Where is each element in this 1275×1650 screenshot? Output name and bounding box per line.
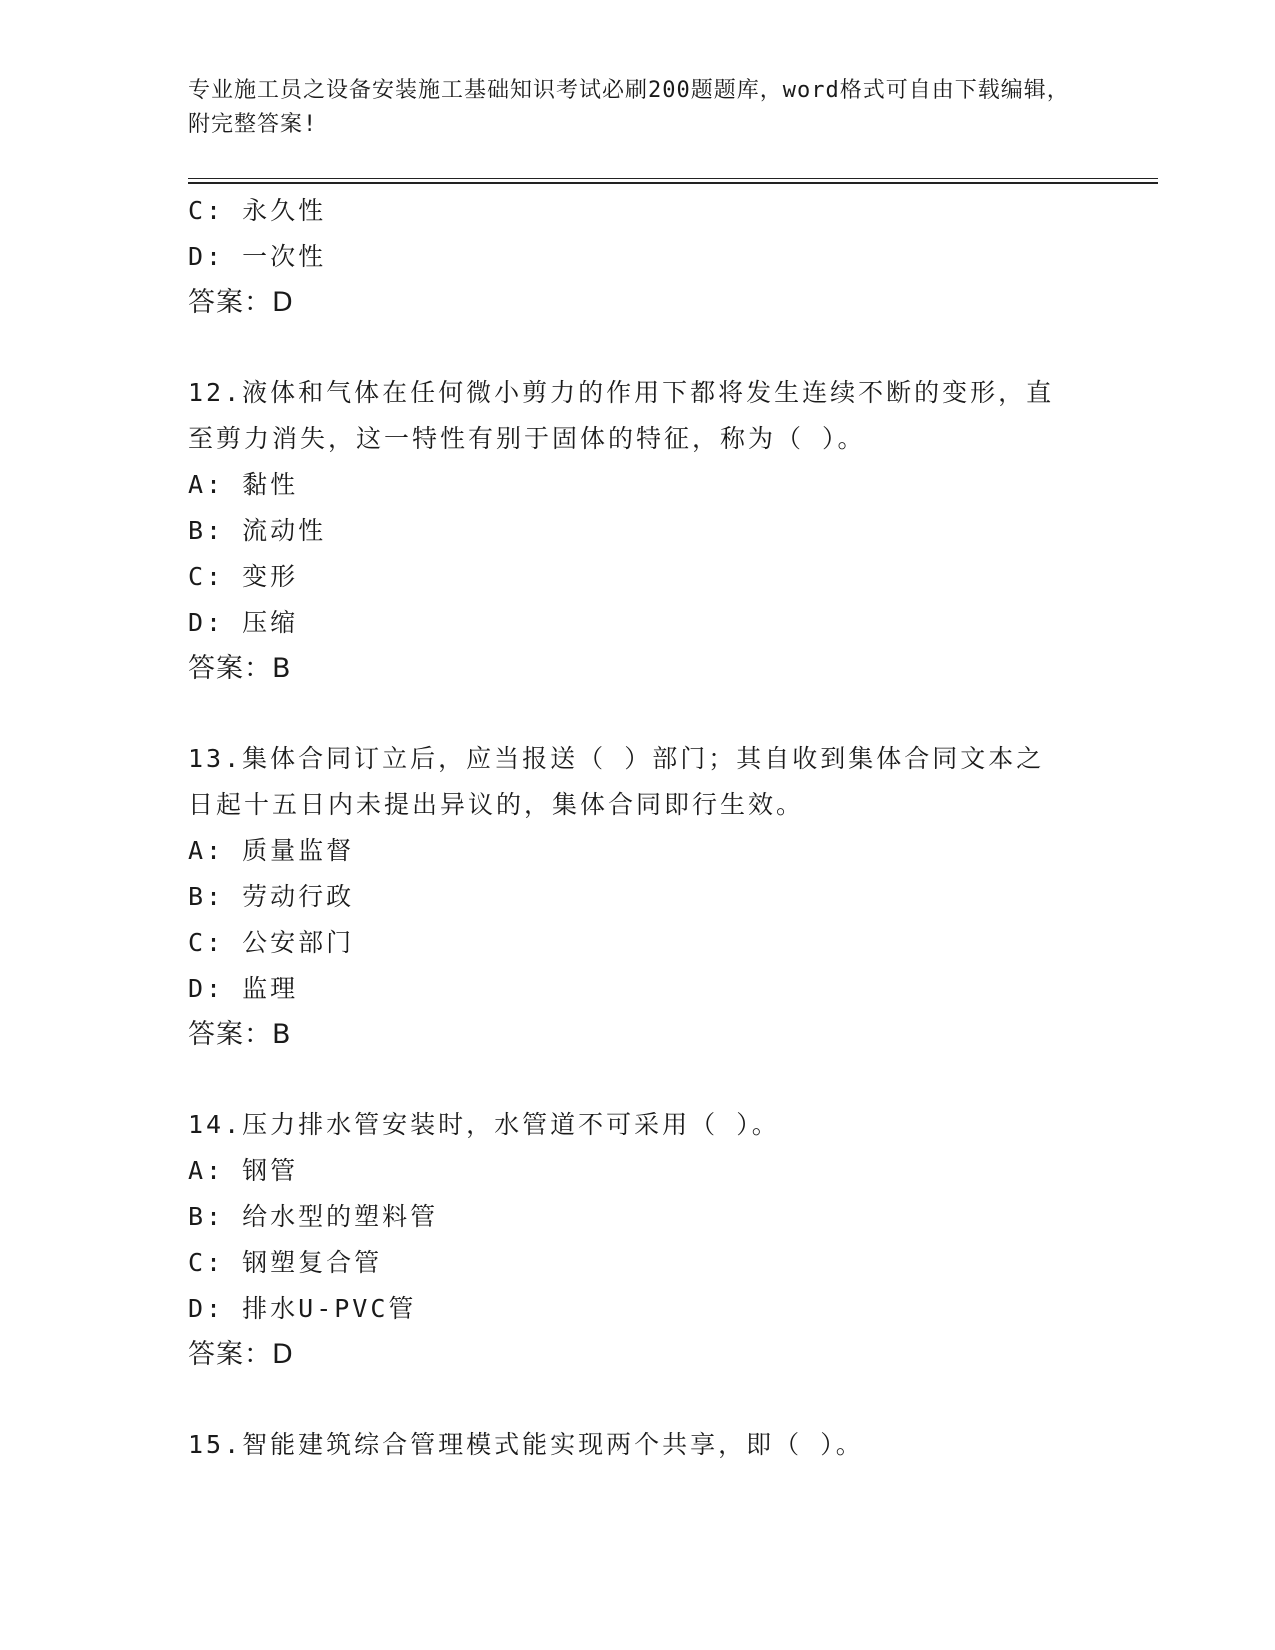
question-stem: 12.液体和气体在任何微小剪力的作用下都将发生连续不断的变形，直: [188, 378, 1055, 407]
question-stem: 15.智能建筑综合管理模式能实现两个共享，即（ ）。: [188, 1430, 864, 1459]
option-a: A: 黏性: [188, 470, 299, 499]
question-stem: 14.压力排水管安装时，水管道不可采用（ ）。: [188, 1110, 780, 1139]
question-stem-continued: 日起十五日内未提出异议的，集体合同即行生效。: [188, 790, 805, 819]
option-a: A: 质量监督: [188, 836, 355, 865]
option-d: D: 排水U-PVC管: [188, 1294, 417, 1323]
option-b: B: 给水型的塑料管: [188, 1202, 439, 1231]
option-c: C: 钢塑复合管: [188, 1248, 383, 1277]
header-rule-thin: [188, 178, 1158, 179]
question-14: [188, 1102, 1088, 1378]
option-d: D: 压缩: [188, 608, 299, 637]
question-stem-continued: 至剪力消失，这一特性有别于固体的特征，称为（ ）。: [188, 424, 866, 453]
question-15: [188, 1422, 1088, 1468]
option-d: D: 监理: [188, 974, 299, 1003]
option-b: B: 劳动行政: [188, 882, 355, 911]
question-stem: 13.集体合同订立后，应当报送（ ）部门；其自收到集体合同文本之: [188, 744, 1045, 773]
question-12: [188, 370, 1088, 692]
option-b: B: 流动性: [188, 516, 327, 545]
previous-question-tail: [188, 188, 1088, 326]
header-rule-thick: [188, 182, 1158, 184]
answer: 答案：B: [188, 653, 292, 684]
document-body: [188, 188, 1088, 1468]
option-d: D: 一次性: [188, 242, 327, 271]
document-header: [188, 74, 1088, 142]
answer: 答案：D: [188, 1339, 294, 1370]
question-13: [188, 736, 1088, 1058]
option-c: C: 永久性: [188, 196, 327, 225]
answer: 答案：B: [188, 1019, 292, 1050]
option-c: C: 公安部门: [188, 928, 355, 957]
header-title: 专业施工员之设备安装施工基础知识考试必刷200题题库，word格式可自由下载编辑，附完整答案!: [188, 78, 1070, 137]
option-c: C: 变形: [188, 562, 299, 591]
answer: 答案：D: [188, 287, 294, 318]
option-a: A: 钢管: [188, 1156, 299, 1185]
